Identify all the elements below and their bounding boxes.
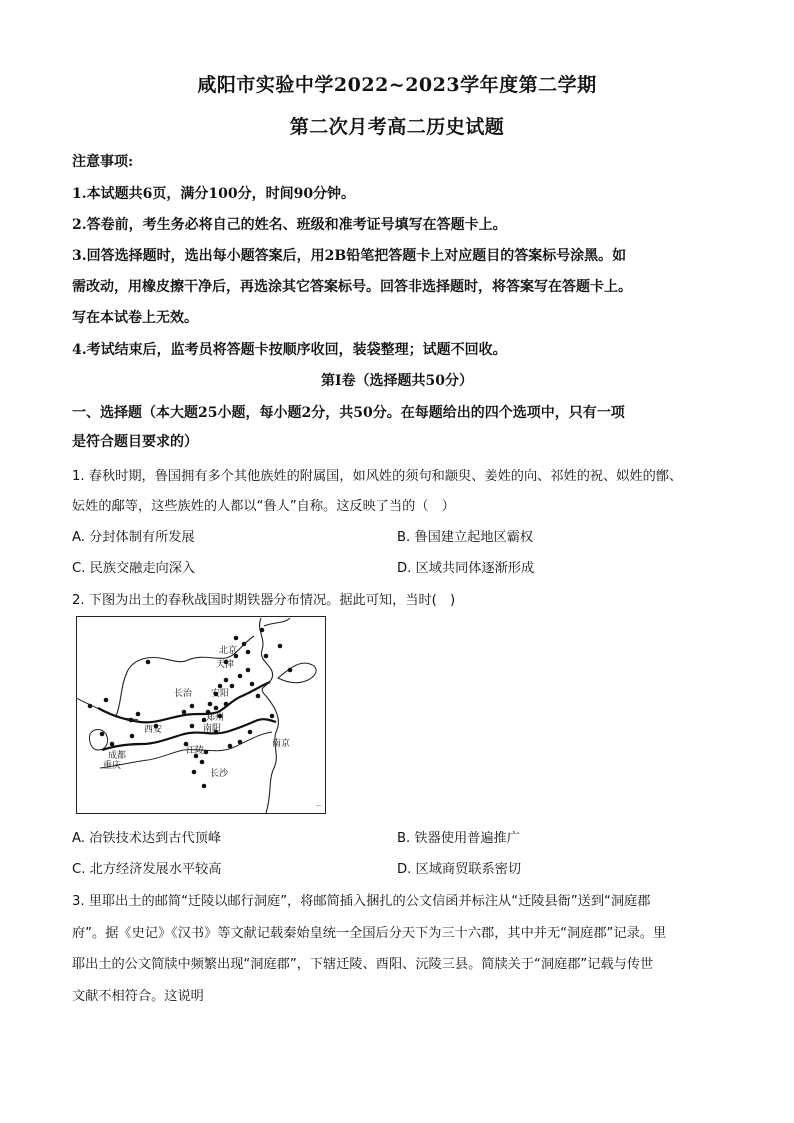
notice-item: 写在本试卷上无效。 xyxy=(72,310,198,326)
question-2-option-c[interactable]: C. 北方经济发展水平较高 xyxy=(72,862,222,877)
question-2-option-d[interactable]: D. 区域商贸联系密切 xyxy=(397,862,522,877)
iron-find-dot xyxy=(218,684,223,689)
iron-find-dot xyxy=(230,684,235,689)
notice-heading: 注意事项: xyxy=(72,154,134,170)
question-1-stem: 妘姓的鄅等，这些族姓的人都以“鲁人”自称。这反映了当的（ ） xyxy=(72,499,455,514)
question-3-stem: 耶出土的公文简牍中频繁出现“洞庭郡”，下辖迁陵、酉阳、沅陵三县。简牍关于“洞庭郡”记载与传世 xyxy=(72,957,654,972)
iron-find-dot xyxy=(246,668,251,673)
iron-find-dot xyxy=(248,730,253,735)
question-2-option-a[interactable]: A. 冶铁技术达到古代顶峰 xyxy=(72,831,222,846)
exam-title: 咸阳市实验中学2022~2023学年度第二学期 xyxy=(197,74,597,96)
iron-find-dot xyxy=(146,660,151,665)
notice-item: 需改动，用橡皮擦干净后，再选涂其它答案标号。回答非选择题时，将答案写在答题卡上。 xyxy=(72,279,632,295)
iron-find-dot xyxy=(200,760,205,765)
iron-find-dot xyxy=(202,784,207,789)
map-city-label: 天津 xyxy=(216,660,235,670)
question-1-option-b[interactable]: B. 鲁国建立起地区霸权 xyxy=(397,530,534,545)
iron-artifact-map xyxy=(76,616,326,814)
map-city-label: 南阳 xyxy=(203,724,222,734)
part-heading: 一、选择题（本大题25小题，每小题2分，共50分。在每题给出的四个选项中，只有一项 xyxy=(72,405,625,421)
iron-find-dot xyxy=(88,704,93,709)
iron-find-dot xyxy=(234,636,239,641)
notice-item: 1.本试题共6页，满分100分，时间90分钟。 xyxy=(72,186,356,202)
iron-find-dot xyxy=(278,644,283,649)
iron-find-dot xyxy=(100,732,105,737)
notice-item: 2.答卷前，考生务必将自己的姓名、班级和准考证号填写在答题卡上。 xyxy=(72,217,507,233)
map-city-label: 北京 xyxy=(219,646,238,656)
map-city-label: 南京 xyxy=(272,739,291,749)
map-mark: ⌐ xyxy=(316,802,322,810)
notice-item: 4.考试结束后，监考员将答题卡按顺序收回，装袋整理；试题不回收。 xyxy=(72,342,507,358)
part-heading: 是符合题目要求的） xyxy=(72,434,198,450)
section-heading: 第Ⅰ卷（选择题共50分） xyxy=(320,373,474,389)
question-3-stem: 3. 里耶出土的邮简“迁陵以邮行洞庭”，将邮简插入捆扎的公文信函并标注从“迁陵县衙”送到“洞庭郡 xyxy=(72,894,651,909)
iron-find-dot xyxy=(242,642,247,647)
question-1-stem: 1. 春秋时期，鲁国拥有多个其他族姓的附属国，如风姓的须句和颛臾、姜姓的向、祁姓的祝、姒姓的鄫、 xyxy=(72,469,683,484)
iron-find-dot xyxy=(250,682,255,687)
question-3-stem: 府”。据《史记》《汉书》等文献记载秦始皇统一全国后分天下为三十六郡，其中并无“洞庭郡”记录。里 xyxy=(72,926,667,941)
map-city-label: 西安 xyxy=(144,725,163,735)
question-2-option-b[interactable]: B. 铁器使用普遍推广 xyxy=(397,831,520,846)
iron-find-dot xyxy=(129,718,134,723)
question-1-option-d[interactable]: D. 区域共同体逐渐形成 xyxy=(397,561,535,576)
iron-find-dot xyxy=(208,702,213,707)
question-3-stem: 文献不相符合。这说明 xyxy=(72,989,204,1004)
question-1-option-c[interactable]: C. 民族交融走向深入 xyxy=(72,561,196,576)
iron-find-dot xyxy=(228,744,233,749)
question-2-stem: 2. 下图为出土的春秋战国时期铁器分布情况。据此可知，当时( ) xyxy=(72,593,456,608)
iron-find-dot xyxy=(270,714,275,719)
iron-find-dot xyxy=(288,668,293,673)
iron-find-dot xyxy=(204,750,209,755)
iron-find-dot xyxy=(238,740,243,745)
map-city-label: 长沙 xyxy=(210,769,229,779)
iron-find-dot xyxy=(224,702,229,707)
iron-find-dot xyxy=(104,698,109,703)
exam-subtitle: 第二次月考高二历史试题 xyxy=(289,116,505,138)
iron-find-dot xyxy=(224,678,229,683)
iron-find-dot xyxy=(256,694,261,699)
iron-find-dot xyxy=(238,674,243,679)
iron-find-dot xyxy=(110,742,115,747)
iron-find-dot xyxy=(192,770,197,775)
iron-find-dot xyxy=(182,710,187,715)
iron-find-dot xyxy=(190,704,195,709)
map-city-label: 长治 xyxy=(174,689,193,699)
iron-find-dot xyxy=(190,724,195,729)
iron-find-dot xyxy=(264,654,269,659)
notice-item: 3.回答选择题时，选出每小题答案后，用2B铅笔把答题卡上对应题目的答案标号涂黑。如 xyxy=(72,248,627,264)
iron-find-dot xyxy=(214,706,219,711)
map-city-label: 郑州 xyxy=(206,713,225,723)
iron-find-dot xyxy=(246,650,251,655)
iron-find-dot xyxy=(130,734,135,739)
iron-find-dot xyxy=(136,712,141,717)
map-city-label: 江陵 xyxy=(186,746,205,756)
map-city-label: 重庆 xyxy=(103,761,122,771)
map-city-label: 成都 xyxy=(108,751,127,761)
iron-find-dot xyxy=(260,628,265,633)
map-city-label: 安阳 xyxy=(211,689,230,699)
question-1-option-a[interactable]: A. 分封体制有所发展 xyxy=(72,530,195,545)
